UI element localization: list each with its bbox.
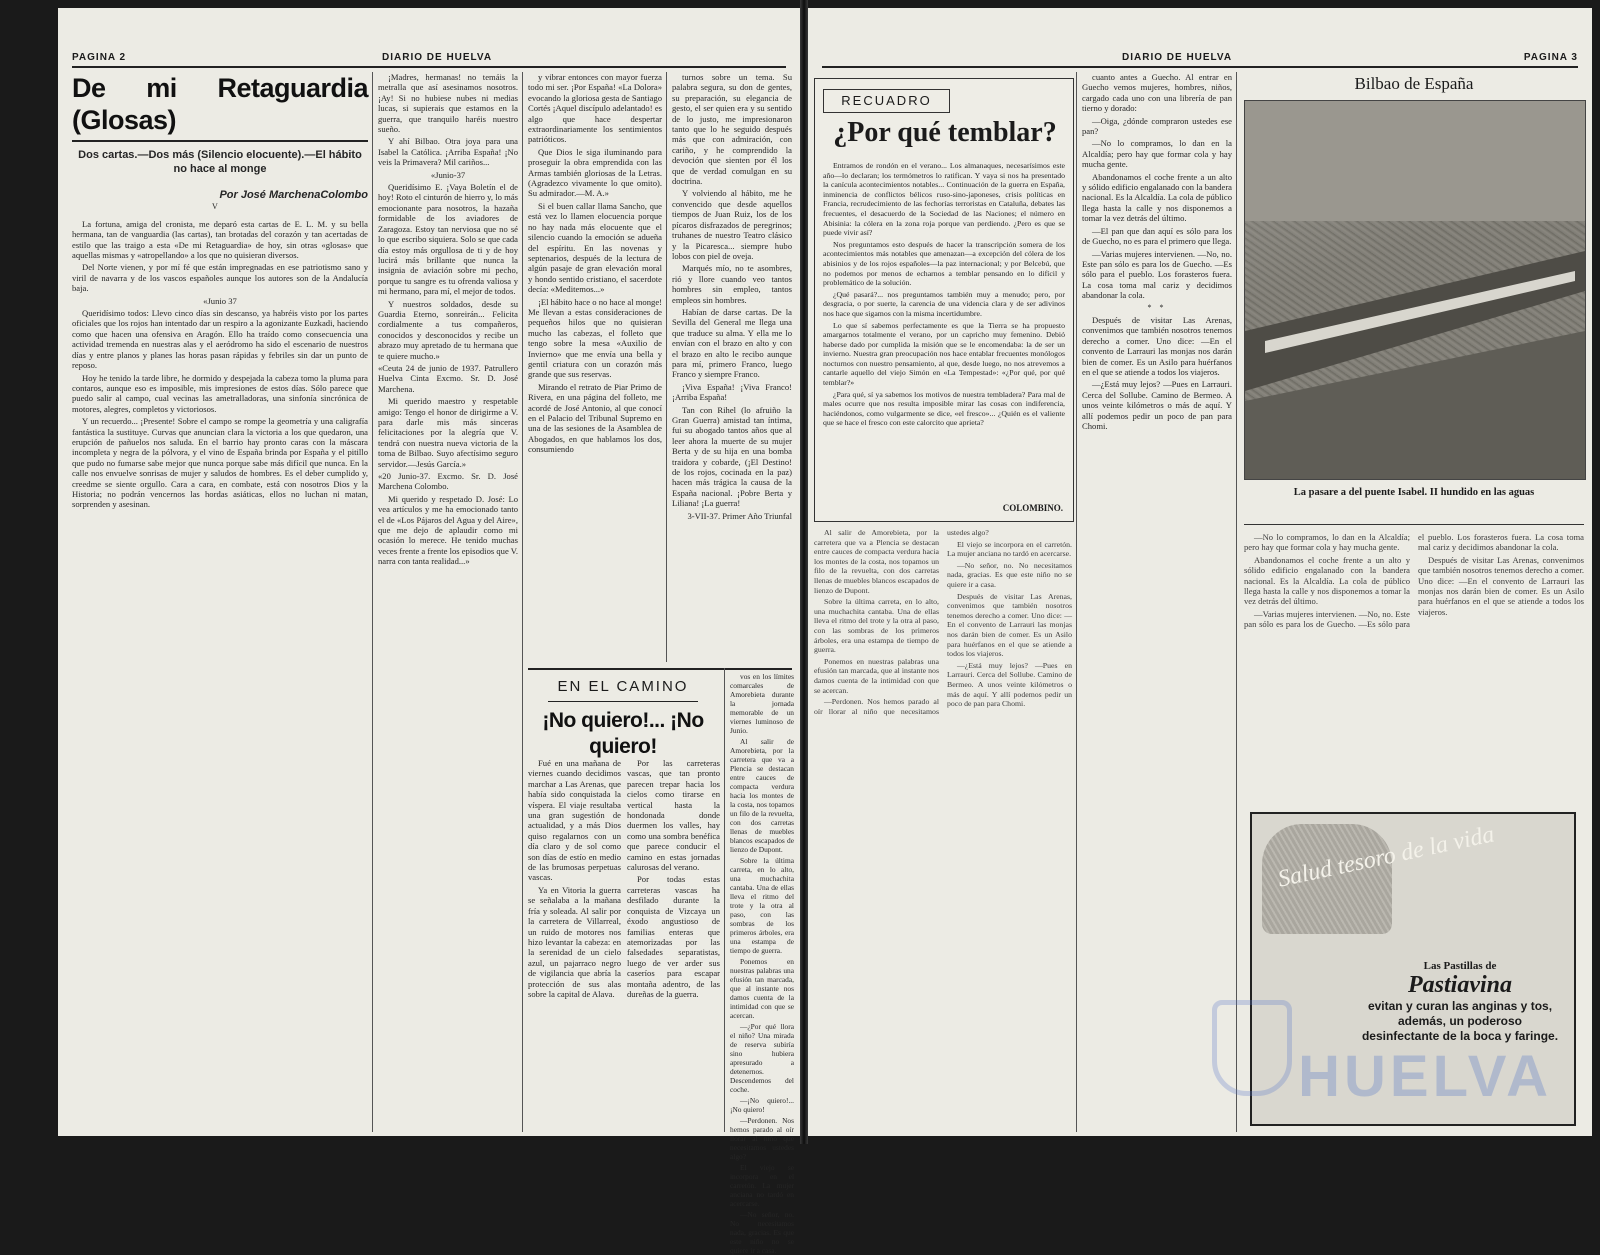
article1-marker: V [212,202,221,212]
watermark-text: HUELVA [1298,1044,1552,1109]
right-lower-para3: —Varias mujeres intervienen. —No, no. Este pan sólo es para los de Guecho. —Es sólo para el pueblo. Los forasteros fuera. La cosa toma mal cariz y decidimos abandonar la cola. [1244,532,1584,630]
mid-para3: —No lo compramos, lo dan en la Alcaldía; pero hay que formar cola y hay mucha gente. [1082,138,1232,170]
right-lower-para1: —No lo compramos, lo dan en la Alcaldía; pero hay que formar cola y hay mucha gente. [1244,532,1410,553]
article2-para1: Fué en una mañana de viernes cuando decidimos marchar a Las Arenas, que había sido conquistada la víspera. El viaje resultaba una gran sugestión de actualidad, y a más Dios quiso regalarnos con un día claro y de sol como son días de estío en medio de las brumosas perpetuas vascas. [528,758,621,883]
continuation-para4: —Perdonen. Nos hemos parado al oír llorar al niño que necesitamos ustedes algo? [814,528,989,716]
right-paper-name: DIARIO DE HUELVA [1122,52,1233,63]
mid-para5: —El pan que dan aquí es sólo para los de Guecho, no es para el primero que llega. [1082,225,1232,247]
article1-para1: La fortuna, amiga del cronista, me deparó esta cartas de E. L. M. y su bella hermana, tan de vanguardia (las cartas), tan brotadas del corazón y tan acertadas de estilo que las traigo a esta «De mi Retaguardia» de hoy, sin otras «glosas» que aquellas mismas y «atropellando» a los que no quisieran diversos. [72,218,368,261]
article2-col2-para5: —¿Por qué llora el niño? Una mirada de reserva subiría sino hubiera apresurado a detenernos. Descendemos del coche. [730,1022,794,1094]
article1-col3 [528,72,662,662]
recuadro-title: ¿Por qué temblar? [833,117,1057,148]
recuadro-body [823,161,1065,491]
article2-col2 [730,672,794,1255]
article1-subtitle: Dos cartas.—Dos más (Silencio elocuente).—El hábito no hace al monge [78,149,362,175]
mid-para1: cuanto antes a Guecho. Al entrar en Guecho vemos mujeres, hombres, niños, cargado cada uno con una librería de pan tierno y dorado: [1082,72,1232,114]
recuadro-para5: ¿Para qué, sí ya sabemos los motivos de nuestra tembladera? Para mal de males ocurre que nos resulta imposible mirar las cosas con indiferencia, haciéndonos, como vulgarmente se dice, «el fresco»... ¿Quién es el valiente que se hace el fresco con este calorcito que aprieta? [823,389,1065,428]
article1-col2-para2: Y ahí Bilbao. Otra joya para una Isabel la Católica. ¡Arriba España! ¡No veis la Primavera? Mil cariños... [378,136,518,168]
watermark-seal [1212,1000,1292,1096]
recuadro-para3: ¿Qué pasará?... nos preguntamos también muy a menudo; pero, por desgracia, o por suerte, la carencia de una videncia clara y de ser adivinos nos hace que sigamos con la misma incertidumbre. [823,289,1065,318]
article2-col2-para2: Al salir de Amorebieta, por la carretera que va a Plencia se destacan entre cauces de compacta verdura hacia los montes de la costa, nos topamos un filo de la revuelta, con dos carretas llenas de muebles blancos escapados de lienzo de Dupont. [730,737,794,854]
article2-header [528,678,718,760]
recuadro-para1: Entramos de rondón en el verano... Los almanaques, necesarísimos este año—lo declaran; los termómetros lo ratifican. Y vaya si nos ha presentado la canícula acontecimientos notables... Continuación de la guerra en España, inminencia de conflictos bélicos ruso-sino-japoneses, crisis políticas en Francia, recrudecimiento de las fechorías terroristas en Cataluña, debates las frecuentes, el desacuerdo de la Sociedad de las Naciones; el número en Abisinia: la cólera en la zona roja porque van perdiendo. ¿Pero es que se puede vivir así? [823,161,1065,238]
continuation-para2: Sobre la última carreta, en lo alto, una muchachita cantaba. Una de ellas lleva el ritmo del trote y la otra al paso, con las sombras de los primeros árboles, era una estampa de tiempo de guerra. [814,597,939,655]
right-lower-para2: Abandonamos el coche frente a un alto y sólido edificio engalanado con la bandera nacional. Es la Alcaldía. La cola de público llega hasta la calle y nos disponemos a tomar la vez detrás del último. [1244,554,1410,607]
article1-col3-para5: Mirando el retrato de Piar Primo de Rivera, en una página del folleto, me acordé de José Antonio, al que conocí en el Palacio del Tribunal Supremo en una de las sesiones de la Asamblea de Abogados, en que hablamos los dos, consumiendo [528,381,662,455]
article1-col2-para3: Queridísimo E. ¡Vaya Boletín el de hoy! Roto el cinturón de hierro y, lo más emocionante para nosotros, la hazaña formidable de los aviadores de Zaragoza. Estoy tan nerviosa que no sé lo que escribo siquiera. Solo se que cada día estoy más orgullosa de ti y de hoy lucirá más brillante que nunca la insignia de aviación sobre mi pecho, porque tu sangre es tu ofrenda valiosa y mi hermano, para mí, el mejor de todos. [378,182,518,297]
recuadro-continuation [814,528,1072,1132]
book-spine [800,0,808,1144]
right-mid-col: cuanto antes a Guecho. Al entrar en Guecho vemos mujeres, hombres, niños, cargado cada uno con una librería de pan tierno y dorado: —Oiga, ¿dónde compraron ustedes ese pan? —No lo compramos, lo dan en la Alcaldía; pero hay que formar cola y hay mucha gente. Abandonamos el coche frente a un alto y sólido edificio engalanado con la bandera nacional. Es la Alcaldía. La cola de público llega hasta la calle y nos disponemos a tomar la vez detrás del último. —El pan que dan aquí es sólo para los de Guecho, no es para el primero que llega. —Varias mujeres intervienen. —No, no. Este pan sólo es para los de Guecho. —Es sólo para el pueblo. Los forasteros fuera. La cosa toma mal cariz y decidimos abandonar la cola. * * Después de visitar Las Arenas, convenimos que también nosotros tenemos derecho a comer. Uno dice: —En el convento de Larrauri las monjas nos darán bien de comer. Es un Asilo para huérfanos en el que se atiende a todos los viajeros. —¿Está muy lejos? —Pues en Larrauri. Cerca del Sollube. Camino de Bermeo. A unos veinte kilómetros o más de aquí. Y allí podemos pedir un poco de pan para Chomi. [1082,72,1232,431]
right-lower-text [1244,532,1584,800]
article1-para4: Hoy he tenido la tarde libre, he dormido y despejada la cabeza tomo la pluma para contaros, aunque eso es imposible, mis impresiones de estos días. Sólo parece que puedo salir al campo, cual vecinas las ametralladoras, una sinfonía sincrónica de motores, alegres, completos y victoriosos. [72,372,368,414]
right-page [808,8,1592,1136]
article1-col4 [672,72,792,662]
article1-col4-para5: ¡Viva España! ¡Viva Franco! ¡Arriba España! [672,381,792,403]
article1-col4-sign: 3-VII-37. Primer Año Triunfal [687,510,792,521]
article2-col1 [528,758,720,1132]
photo-title: Bilbao de España [1354,74,1474,93]
article2-col2-para9: —No señor, no. No necesitamos nada, gracias. Es que este niño no se quiere ir a casa. [730,1210,794,1255]
article1-col3-para3: Si el buen callar llama Sancho, que está vez lo llamen elocuencia porque no hay nada más elocuente que el silencio cuando la emoción se adueña del espíritu. En las novenas y septenarios, después de la lectura de algún pasaje de gran elevación moral y hondo sentido cristiano, el sacerdote decía: «Meditemos...» [528,200,662,295]
article1-col2 [378,72,518,1132]
article1-col3-para4: ¡El hábito hace o no hace al monge! Me llevan a estas consideraciones de pequeños hilos que no quisieran mucho las cabezas, el folleto que tengo sobre la mesa «Auxilio de Invierno» que me envía una bella y gentil criatura con un corazón más grande que sus reservas. [528,296,662,380]
ad-slogan: Salud tesoro de la vida [1275,821,1497,893]
bridge-photo [1244,100,1586,480]
article1-para5: Y un recuerdo... ¡Presente! Sobre el campo se rompe la geometría y una caligrafía fantástica la sustituye. Curvas que anuncian clara la victoria a los que quedaron, una erupción de pañuelos nos saluda. En el barrio hay pronto caras con la máscara incompleta y negra de la pólvora, y el vino de España brinda por España y el pitillo que pudo no fumarse sabe mejor que nunca porque sabe más difícil que nunca. En la calle nos envuelve sonrisas de mujer y saludos de hombres. Es el deber cumplido y, creedme se siente orgullo. Cara a cara, en combate, está con nosotros Dios y la Historia; no podrán vencernos las hordas asiáticas, ellos no luchan ni matan, sorprenden y asesinan. [72,416,368,510]
article1-col4-para1: turnos sobre un tema. Su palabra segura, su don de gentes, su preparación, su elegancia de gesto, el ser quien era y su sentido de lo justo, me impresionaron tanto que lo he seguido después más que con admiración, con cariño, y he comprendido la devoción que sienten por él los que de verdad comulgan en su doctrina. [672,72,792,187]
article1-col2-para5: Mi querido maestro y respetable amigo: Tengo el honor de dirigirme a V. para darle mis más sinceras felicitaciones por la alegría que V. tendrá con nuestra nueva victoria de la toma de Bilbao. Suyo afectísimo seguro servidor.—Jesús García.» [378,396,518,469]
recuadro-label-box [823,89,950,113]
continuation-para5: El viejo se incorpora en el carretón. La mujer anciana no tardó en acercarse. [947,539,1072,559]
recuadro-para4: Lo que sí sabemos perfectamente es que la Tierra se ha propuesto amargarnos totalmente el verano, por un capricho muy femenino. Debió haberse dado por cumplida la misión que se le encomendaba: la de ser un invierno. Nuestra gran preocupación nos hace entablar frecuentes monólogos nocturnos con nuestro pensamiento, al que, desde luego, no nos atrevemos a cantarle aquello del viejo Simón en «La Tempestad»: «¿Por qué, por qué temblar?» [823,320,1065,388]
left-masthead [72,52,786,64]
left-page-label: PAGINA 2 [72,52,127,63]
article2-para2: Ya en Vitoria la guerra se señalaba a la mañana fría y soleada. Al salir por la carretera de Villarreal, un ruido de motores nos hizo levantar la cabeza: en la serenidad de un cielo azul, un pajarraco negro de vigilancia que abría la protección de sus alas sobre la capital de Alava. [528,884,621,999]
mid-para7: Después de visitar Las Arenas, convenimos que también nosotros tenemos derecho a comer. Uno dice: —En el convento de Larrauri las monjas nos darán bien de comer. Es un Asilo para huérfanos en el que se atiende a todos los viajeros. [1082,314,1232,377]
article1-title: De mi Retaguardia (Glosas) [72,73,368,135]
article1-col4-para6: Tan con Rihel (lo afruiño la Gran Guerra) amistad tan íntima, fui su abogado tantos años que al leer ahora la muerte de su mujer Berta y de su hija en una bomba traidora y cobarde, (¡El Destino! de los rojos, cocinada en la paz) hacen más trágica la causa de la España nacional. ¡Pobre Berta y Liliana! ¡La guerra! [672,404,792,509]
mid-para8: —¿Está muy lejos? —Pues en Larrauri. Cerca del Sollube. Camino de Bermeo. A unos veinte kilómetros o más de aquí. Y allí podemos pedir un poco de pan para Chomi. [1082,379,1232,431]
article2-col2-para6: —¡No quiero!... ¡No quiero! [730,1096,794,1114]
article2-col2-para4: Ponemos en nuestras palabras una efusión tan marcada, que al instante nos damos cuenta de la intimidad con que se acercan. [730,957,794,1020]
article1-dateline2: «Junio-37 [430,169,466,180]
article1-col4-para2: Y volviendo al hábito, me he convencido que desde aquellos tiempos de Juan Ruiz, los de los pícaros disfrazados de peregrinos; truhanes de nuestro Teatro clásico y la Picaresca... siempre hubo lobos con piel de oveja. [672,188,792,261]
recuadro-signature: COLOMBINO. [1002,503,1063,513]
photo-title-row [1244,74,1584,94]
article2-col2-para3: Sobre la última carreta, en lo alto, una muchachita cantaba. Una de ellas lleva el ritmo del trote y la otra al paso, con las sombras de los primeros árboles, era una estampa de tiempo de guerra. [730,856,794,955]
article1-col3-para1: y vibrar entonces con mayor fuerza todo mi ser. ¡Por España! «La Dolora» evocando la gloriosa gesta de Santiago Cortés ¡Aquel discípulo adelantado! es algo que hace despertar extraordinariamente los sentimientos patrióticos. [528,72,662,145]
article1-para3: Queridísimo todos: Llevo cinco días sin descanso, ya habréis visto por los partes oficiales que los rojos han intentado dar un respiro a la agonizante Euzkadi, haciendo como que hacen una ofensiva en Aragón. Ello ha traído como consecuencia una actividad tremenda en nuestras alas y el aeródromo ha sido el escenario de nuestros días y entre planos y planes las horas pasan rápidas y febriles sin dar un punto de reposo. [72,308,368,371]
continuation-para6: —No señor, no. No necesitamos nada, gracias. Es que este niño no se quiere ir a casa. [947,560,1072,589]
mid-para4: Abandonamos el coche frente a un alto y sólido edificio engalanado con la bandera nacional. Es la Alcaldía. La cola de público llega hasta la calle y nos disponemos a tomar la vez detrás del último. [1082,171,1232,224]
continuation-para8: —¿Está muy lejos? —Pues en Larrauri. Cerca del Sollube. Camino de Bermeo. A unos veinte kilómetros o más de aquí. Y allí podemos pedir un poco de pan para Chomi. [947,660,1072,709]
article2-kicker: EN EL CAMINO [557,678,689,695]
article2-col2-para1: vos en los límites comarcales de Amorebieta durante la jornada memorable de un viernes luminoso de Junio. [730,672,794,735]
mid-para2: —Oiga, ¿dónde compraron ustedes ese pan? [1082,115,1232,137]
article1-col4-para4: Habían de darse cartas. De la Sevilla del General me llega una que traduce su alma. Y ella me lo envían con el brazo en alto y con el brazo en alto le recibo aunque para mí, primero Franco, luego Franco y siempre Franco. [672,306,792,380]
continuation-para7: Después de visitar Las Arenas, convenimos que también nosotros tenemos derecho a comer. Uno dice: —En el convento de Larrauri las monjas nos darán bien de comer. Es un Asilo para huérfanos en el que se atiende a todos los viajeros. [947,591,1072,659]
article2-para4: Por todas estas carreteras vascas ha desfilado durante la conquista de Vizcaya un éxodo angustioso de familias enteras que atemorizadas por las falsedades separatistas, luego de ver arder sus caseríos para escapar montaña adentro, de las dureñas de la guerra. [627,874,720,999]
bridge-illustration [1245,101,1585,479]
article1-col1 [72,72,368,1132]
article2-col2-para8: El viejo se incorpora en el carretón. La mujer anciana no tardó en acercarse. [730,1163,794,1208]
article2-title: ¡No quiero!... ¡No quiero! [542,709,704,758]
ad-text-block [1360,960,1560,1044]
article1-col2-para4: Y nuestros soldados, desde su Guardia Eterno, sonreirán... Felicita cordialmente a tus compañeros, conocidos y desconocidos y recibe un abrazo muy apretado de tu hermana que te quiere mucho.» [378,298,518,361]
recuadro-box [814,78,1074,522]
article1-para2: Del Norte vienen, y por mí fé que están impregnadas en ese patriotismo sano y viril de navarra y de los vascos españoles aunque los autores son de la Andalucía baja. [72,262,368,294]
article1-col3-para2: Que Dios le siga iluminando para proseguir la obra emprendida con las Armas también gloriosas de la Letras. (Agradezco vivamente lo que omito). Su admirador.—M. A.» [528,146,662,199]
article1-col2-para1: ¡Madres, hermanas! no temáis la metralla que así asesinamos nosotros. ¡Ay! Si no hubiese nubes ni medias lucas, si supierais que estamos en la guerra, que tranquilo haréis nuestro sueño. [378,72,518,135]
left-paper-name: DIARIO DE HUELVA [382,52,493,63]
article1-dateline4: «20 Junio-37. Excmo. Sr. D. José Marchena Colombo. [378,471,518,492]
article1-col4-para3: Marqués mío, no te asombres, rió y llore cuando veo tantos hombres sin empleo, tantos empleos sin hombres. [672,263,792,305]
article1-dateline1: «Junio 37 [203,295,237,306]
article1-byline: Por José MarchenaColombo [219,189,368,201]
left-page [58,8,800,1255]
ad-line1: Las Pastillas de [1423,960,1497,972]
recuadro-label: RECUADRO [841,93,932,108]
ad-line2: evitan y curan las anginas y tos, además, un poderoso desinfectante de la boca y faringe. [1361,999,1559,1043]
article1-col2-para6: Mi querido y respetado D. José: Lo vea artículos y me ha emocionado tanto el de «Los Pájaros del Agua y del Aire», que me dejo de aplaudir como mi ocasión lo merece. He tenido muchas veces frente a frente los episodios que V. narra con tanta realidad...» [378,493,519,567]
right-page-label: PAGINA 3 [1523,52,1578,63]
right-masthead [822,52,1578,64]
recuadro-para2: Nos preguntamos esto después de hacer la transcripción somera de los acontecimientos más notables que amenazan—a excepción del cólera de los abisinios y de los rojos españoles—la paz internacional; y por Belcebú, que no podemos por menos de echarnos a temblar pensando en lo difícil y problemático de la solución. [823,239,1065,288]
article1-dateline3: «Ceuta 24 de junio de 1937. Patrullero Huelva Cinta Excmo. Sr. D. José Marchena. [378,362,518,394]
article2-col2-para7: —Perdonen. Nos hemos parado al oír llorar al niño que necesitamos ustedes algo? [730,1116,794,1161]
continuation-para3: Ponemos en nuestras palabras una efusión tan marcada, que al instante nos damos cuenta de la intimidad con que se acercan. [814,656,939,695]
mid-para6: —Varias mujeres intervienen. —No, no. Este pan sólo es para los de Guecho. —Es sólo para el pueblo. Los forasteros fuera. La cosa toma mal cariz y decidimos abandonar la cola. [1082,248,1232,301]
ad-brand: Pastiavina [1407,972,1512,998]
continuation-para1: Al salir de Amorebieta, por la carretera que va a Plencia se destacan entre cauces de compacta verdura hacia los montes de la costa, nos topamos un filo de la revuelta, con dos carretas llenas de muebles blancos escapados de lienzo de Dupont. [814,528,939,595]
article2-para3: Por las carreteras vascas, que tan pronto parecen trepar hacia los cielos como tirarse en vertical hasta la hondonada donde duermen los valles, hay como una sombra benéfica que parece conducir el camino en estas jornadas calurosas del verano. [627,758,720,873]
photo-caption: La pasare a del puente Isabel. II hundido en las aguas [1293,487,1535,498]
right-lower-para4: Después de visitar Las Arenas, convenimos que también nosotros tenemos derecho a comer. Uno dice: —En el convento de Larrauri las monjas nos darán bien de comer. Es un Asilo para huérfanos en el que se atiende a todos los viajeros. [1418,554,1584,617]
